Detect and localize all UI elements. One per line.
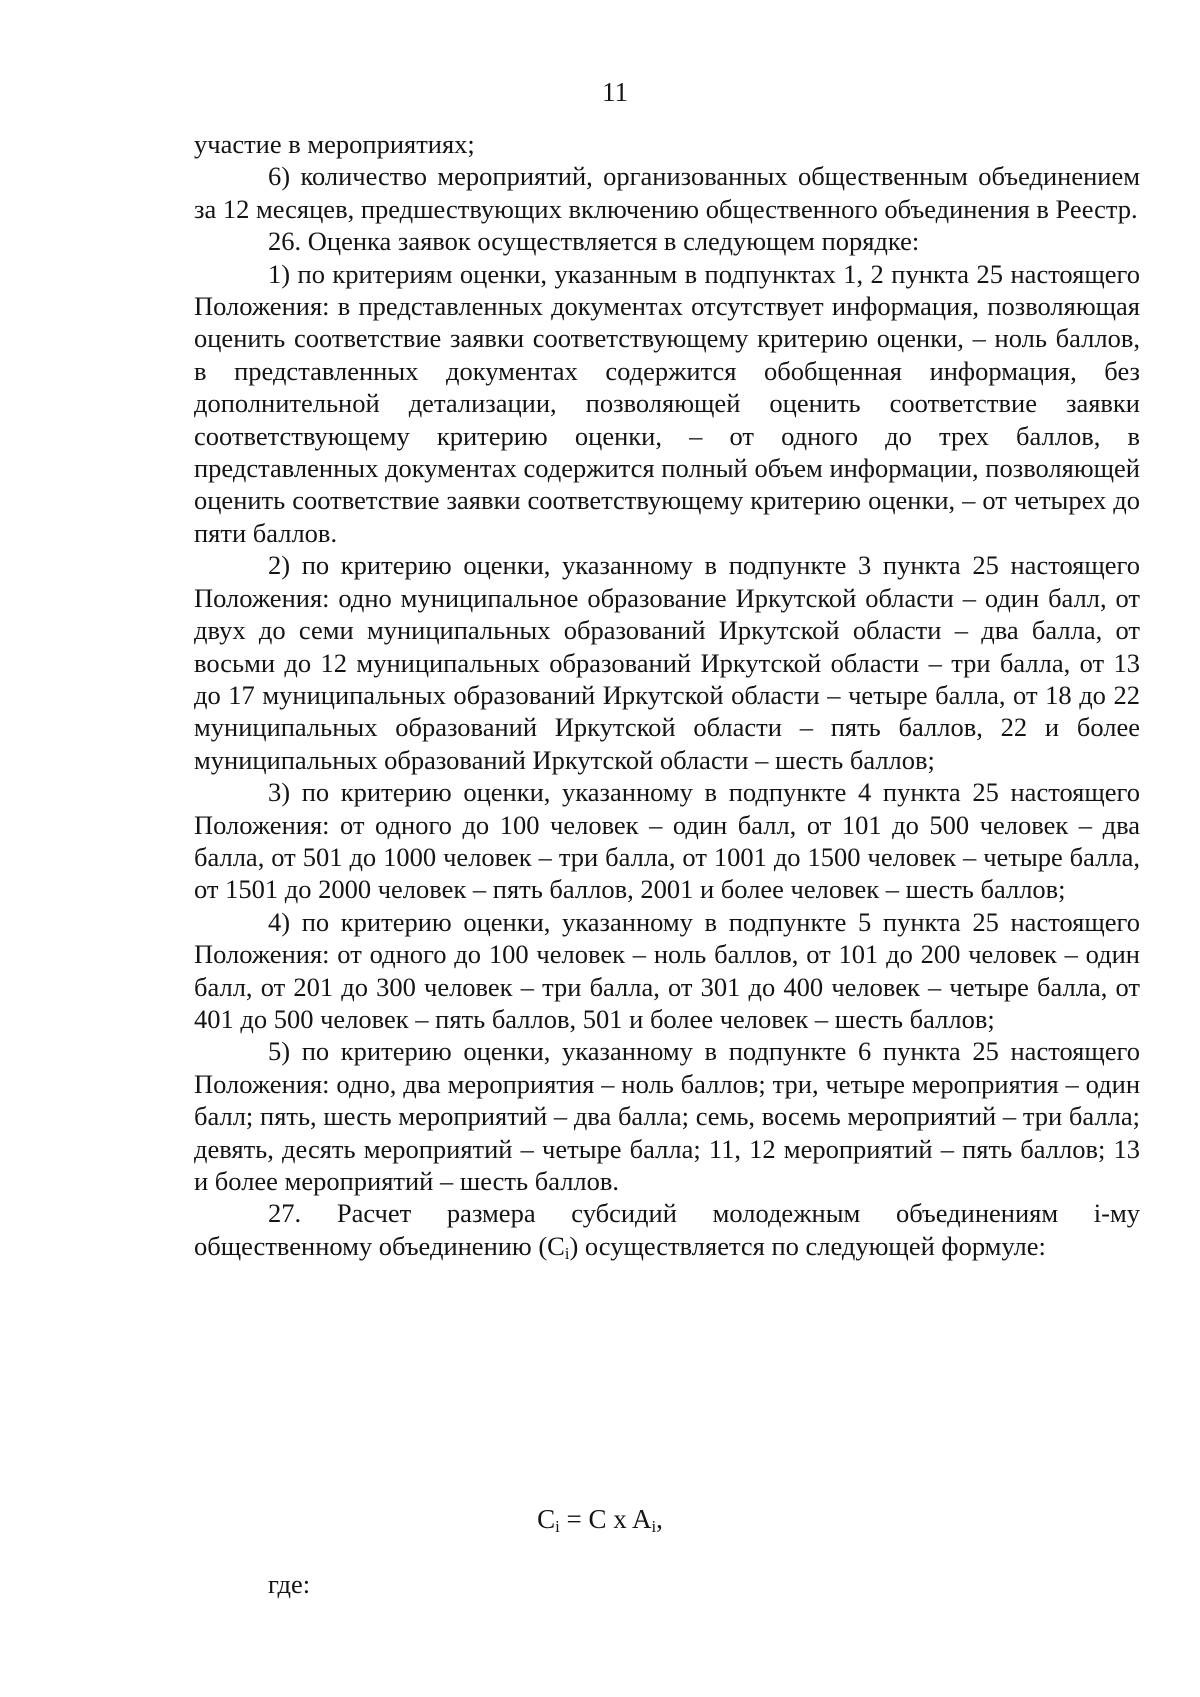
page-number: 11	[602, 77, 628, 107]
formula-lhs: C	[537, 1504, 556, 1534]
paragraph: 5) по критерию оценки, указанному в подпункте 6 пункта 25 настоящего Положения: одно, два мероприятия – ноль баллов; три, четыре мероприятия – один балл; пять, шесть мероприятий – два балла; семь, восемь мероприятий – три балла; девять, десять мероприятий – четыре балла; 11, 12 мероприятий – пять баллов; 13 и более мероприятий – шесть баллов.	[194, 1036, 1140, 1196]
formula	[0, 1502, 1200, 1536]
formula-lhs-subscript: i	[555, 1517, 560, 1537]
paragraph: участие в мероприятиях;	[194, 129, 475, 159]
paragraph: 26. Оценка заявок осуществляется в следующем порядке:	[268, 226, 920, 257]
paragraph: 6) количество мероприятий, организованных общественным объединением за 12 месяцев, предшествующих включению общественного объединения в Реестр.	[194, 161, 1140, 224]
formula-rhs-subscript: i	[651, 1517, 657, 1537]
paragraph-27-text: 27. Расчет размера субсидий молодежным объединениям i-му общественному объединению (C	[194, 1198, 1140, 1261]
formula-tail: ,	[656, 1504, 663, 1534]
paragraph-27-text-end: ) осуществляется по следующей формуле:	[569, 1230, 1046, 1261]
where-label: где:	[268, 1569, 311, 1599]
paragraph: 2) по критерию оценки, указанному в подпункте 3 пункта 25 настоящего Положения: одно муниципальное образование Иркутской области – один балл, от двух до семи муниципальных образований Иркутской области – два балла, от восьми до 12 муниципальных образований Иркутской области – три балла, от 13 до 17 муниципальных образований Иркутской области – четыре балла, от 18 до 22 муниципальных образований Иркутской области – пять баллов, 22 и более муниципальных образований Иркутской области – шесть баллов;	[194, 550, 1140, 775]
paragraph: 1) по критериям оценки, указанным в подпунктах 1, 2 пункта 25 настоящего Положения: в представленных документах отсутствует информация, позволяющая оценить соответствие заявки соответствующему критерию оценки, – ноль баллов, в представленных документах содержится обобщенная информация, без дополнительной детализации, позволяющей оценить соответствие заявки соответствующему критерию оценки, – от одного до трех баллов, в представленных документах содержится полный объем информации, позволяющей оценить соответствие заявки соответствующему критерию оценки, – от четырех до пяти баллов.	[194, 258, 1140, 548]
paragraph: 3) по критерию оценки, указанному в подпункте 4 пункта 25 настоящего Положения: от одного до 100 человек – один балл, от 101 до 500 человек – два балла, от 501 до 1000 человек – три балла, от 1001 до 1500 человек – четыре балла, от 1501 до 2000 человек – пять баллов, 2001 и более человек – шесть баллов;	[194, 777, 1140, 905]
formula-middle: = C x A	[559, 1504, 652, 1534]
body-text	[194, 128, 1140, 1262]
subscript-i: i	[564, 1243, 570, 1263]
paragraph-27	[194, 1197, 1140, 1262]
paragraph: 4) по критерию оценки, указанному в подпункте 5 пункта 25 настоящего Положения: от одного до 100 человек – ноль баллов, от 101 до 200 человек – один балл, от 201 до 300 человек – три балла, от 301 до 400 человек – четыре балла, от 401 до 500 человек – пять баллов, 501 и более человек – шесть баллов;	[194, 906, 1140, 1034]
